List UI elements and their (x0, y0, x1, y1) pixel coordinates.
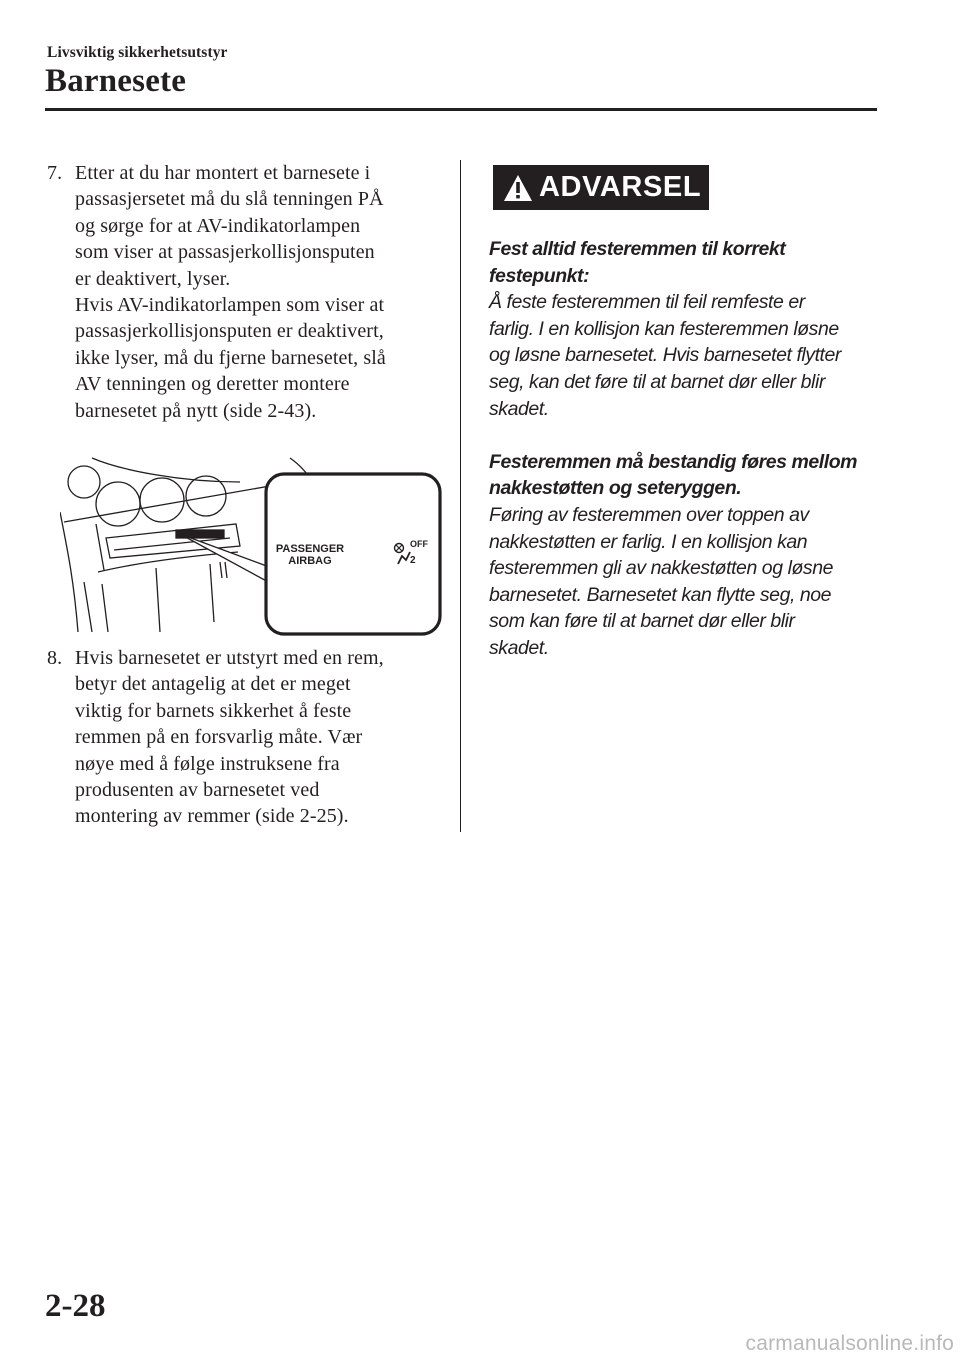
text-line: betyr det antagelig at det er meget (75, 673, 351, 696)
step-text (75, 160, 437, 424)
dashboard-illustration (60, 452, 444, 638)
header-divider (45, 108, 877, 111)
step-8 (47, 645, 437, 830)
text-line: remmen på en forsvarlig måte. Vær (75, 726, 363, 749)
step-text (75, 645, 437, 830)
column-divider (460, 160, 461, 832)
warning-text (489, 236, 889, 662)
warning-body-line: skadet. (489, 397, 549, 420)
text-line: barnesetet på nytt (side 2-43). (75, 399, 317, 422)
text-line: ikke lyser, må du fjerne barnesetet, slå (75, 346, 386, 369)
warning-body-line: skadet. (489, 636, 549, 659)
figure-seat-number: 2 (410, 555, 416, 566)
figure-label-airbag: AIRBAG (288, 555, 332, 567)
text-line: passasjersetet må du slå tenningen PÅ (75, 188, 384, 211)
warning-body-line: og løsne barnesetet. Hvis barnesetet flytter (489, 344, 841, 367)
section-title: Livsviktig sikkerhetsutstyr (47, 44, 228, 61)
text-line: viktig for barnets sikkerhet å feste (75, 699, 352, 722)
text-line: er deaktivert, lyser. (75, 267, 231, 290)
page-number: 2-28 (45, 1288, 106, 1324)
text-line: som viser at passasjerkollisjonsputen (75, 241, 375, 264)
step-number: 8. (47, 647, 63, 669)
text-line: Etter at du har montert et barnesete i (75, 162, 371, 184)
text-line: og sørge for at AV-indikatorlampen (75, 214, 361, 237)
warning-heading: nakkestøtten og seteryggen. (489, 477, 742, 500)
warning-body-line: Å feste festeremmen til feil remfeste er (489, 291, 805, 314)
text-line: nøye med å følge instruksene fra (75, 752, 340, 775)
warning-body-line: nakkestøtten er farlig. I en kollisjon kan (489, 530, 808, 553)
figure-off-label: OFF (410, 539, 428, 549)
warning-body-line: Føring av festeremmen over toppen av (489, 503, 809, 526)
step-7 (47, 160, 437, 424)
figure-label-passenger: PASSENGER (275, 543, 345, 555)
warning-heading: Fest alltid festeremmen til korrekt (489, 238, 786, 260)
text-line: produsenten av barnesetet ved (75, 779, 320, 802)
warning-body-line: barnesetet. Barnesetet kan flytte seg, noe (489, 583, 832, 606)
text-line: Hvis AV-indikatorlampen som viser at (75, 294, 385, 317)
page-title: Barnesete (45, 63, 187, 99)
text-line: montering av remmer (side 2-25). (75, 805, 349, 828)
warning-body-line: som kan føre til at barnet dør eller blir (489, 610, 795, 633)
watermark[interactable]: carmanualsonline.info (745, 1332, 954, 1355)
step-number: 7. (47, 162, 63, 184)
warning-body-line: seg, kan det føre til at barnet dør eller blir (489, 370, 825, 393)
warning-body-line: festeremmen gli av nakkestøtten og løsne (489, 557, 833, 580)
warning-body-line: farlig. I en kollisjon kan festeremmen løsne (489, 317, 839, 340)
text-line: AV tenningen og deretter montere (75, 373, 350, 396)
warning-heading: Festeremmen må bestandig føres mellom (489, 450, 858, 473)
warning-heading: festepunkt: (489, 264, 590, 287)
warning-triangle-icon (503, 174, 533, 202)
warning-badge (493, 165, 709, 210)
text-line: passasjerkollisjonsputen er deaktivert, (75, 320, 384, 343)
warning-label: ADVARSEL (539, 171, 702, 203)
text-line: Hvis barnesetet er utstyrt med en rem, (75, 647, 384, 669)
